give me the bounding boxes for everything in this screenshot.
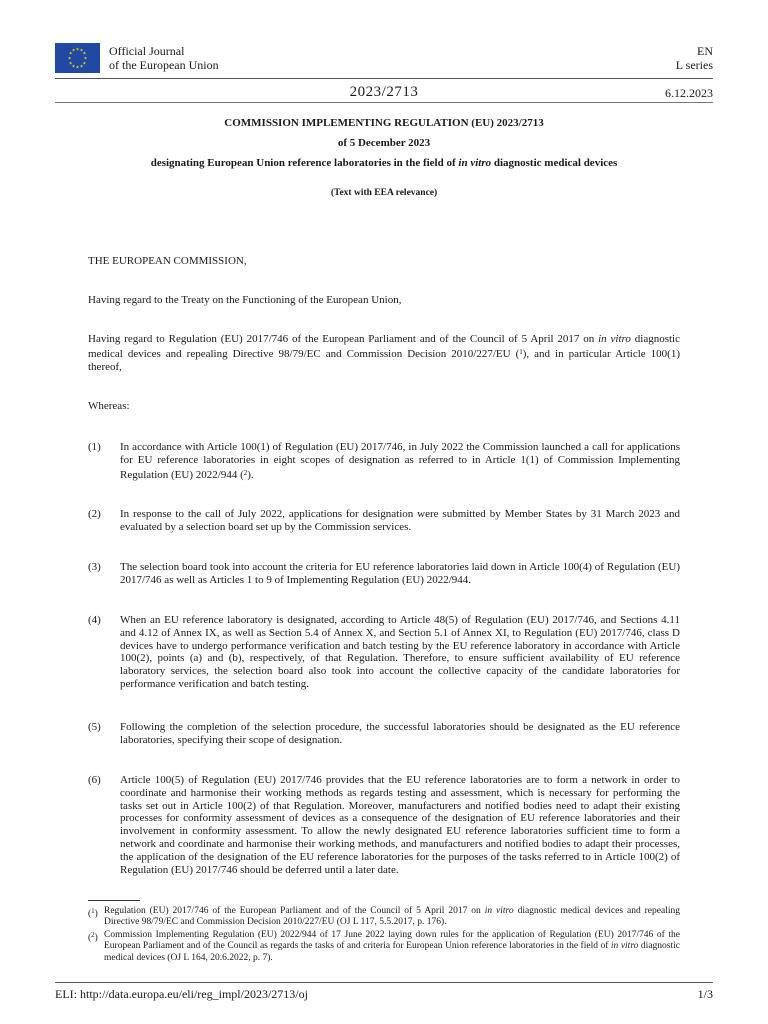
recital-body-end: ).	[247, 468, 254, 481]
svg-text:★: ★	[68, 60, 73, 66]
footnote-number: ($^2$)	[88, 931, 98, 943]
header-divider	[55, 78, 713, 79]
citation-text-end: ), and in particular Article 100(1) thereof,	[88, 348, 680, 373]
footnote-marker: 2	[91, 931, 95, 939]
svg-text:★: ★	[75, 46, 80, 52]
subject-text-end: diagnostic medical devices	[491, 157, 618, 169]
regulation-citation	[88, 333, 680, 374]
regulation-title: COMMISSION IMPLEMENTING REGULATION (EU) 2023/2713	[224, 117, 544, 129]
recital-5	[88, 721, 680, 747]
recital-body: In accordance with Article 100(1) of Regulation (EU) 2017/746, in July 2022 the Commission launched a call for applications for EU reference laboratories in eight scopes of designation as referred to in Article 1(1) of Commission Implementing Regulation (EU) 2022/944 (	[120, 441, 680, 481]
svg-text:★: ★	[68, 50, 73, 56]
recital-number: (6)	[88, 774, 101, 786]
recital-3	[88, 561, 680, 587]
whereas-heading: Whereas:	[88, 400, 130, 412]
footnote-body: Regulation (EU) 2017/746 of the European Parliament and of the Council of 5 April 2017 on	[104, 906, 485, 916]
subject-text: designating European Union reference laboratories in the field of	[150, 157, 459, 169]
recital-text: Article 100(5) of Regulation (EU) 2017/746 provides that the EU reference laboratories are to form a network in order to coordinate and harmonise their working methods as regards testing and assessment, which is necessary for performing the tasks set out in Article 100(2) of that Regulation. Moreover, manufacturers and notified bodies need to adapt their existing processes for conformity assessment of devices as a consequence of the designation of EU reference laboratories and their involvement in conformity assessment. To allow the newly designated EU reference laboratories sufficient time to form a network and coordinate and harmonise their working methods, and manufacturers and notified bodies to adapt their processes, the application of the designation of the EU reference laboratories for the purposes of the tasks referred to in Article 100(2) of Regulation (EU) 2017/746 should be deferred until a later date.	[120, 774, 680, 876]
svg-text:★: ★	[71, 63, 76, 69]
journal-title	[109, 44, 219, 72]
recital-text	[120, 441, 680, 481]
footnote-divider	[88, 900, 140, 901]
recital-number: (2)	[88, 508, 101, 520]
footnote-italic: in vitro	[484, 906, 514, 916]
eea-relevance: (Text with EEA relevance)	[330, 188, 438, 198]
svg-text:★: ★	[79, 63, 84, 69]
page-number: 1/3	[697, 987, 713, 1001]
svg-text:★: ★	[79, 47, 84, 53]
recital-text: The selection board took into account the criteria for EU reference laboratories laid down in Article 100(4) of Regulation (EU) 2017/746 as well as Articles 1 to 9 of Implementing Regulation (EU) 2022/944.	[120, 561, 680, 586]
footnote-italic: in vitro	[610, 941, 639, 952]
svg-text:★: ★	[75, 64, 80, 70]
regulation-date: of 5 December 2023	[337, 137, 431, 149]
language-code: EN	[697, 44, 713, 58]
footnote-marker: 1	[91, 907, 95, 915]
citation-text: Having regard to Regulation (EU) 2017/746 of the European Parliament and of the Council of 5 April 2017 on	[88, 333, 599, 345]
recital-number: (1)	[88, 441, 101, 453]
svg-text:★: ★	[82, 50, 87, 56]
citation-italic: in vitro	[598, 333, 631, 345]
recital-number: (5)	[88, 721, 101, 733]
footnote-ref-1[interactable]: 1	[519, 348, 523, 356]
recital-text: In response to the call of July 2022, applications for designation were submitted by Member States by 31 March 2023 and evaluated by a selection board set up by the Commission services.	[120, 508, 680, 533]
eu-flag-icon	[55, 43, 100, 73]
footnote-text	[104, 906, 680, 929]
svg-text:★: ★	[71, 47, 76, 53]
recital-text: When an EU reference laboratory is designated, according to Article 48(5) of Regulation (EU) 2017/746, and Sections 4.11 and 4.12 of Annex IX, as well as Section 5.4 of Annex X, and Section 5.1 of Annex XI, to Regulation (EU) 2017/746, class D devices have to undergo performance verification and batch testing by the EU reference laboratory in accordance with Article 100(2), points (a) and (b), respectively, of that Regulation. Therefore, to ensure sufficient availability of EU reference laboratory services, the selection board also took into account the collective capacity of the candidate laboratories for performance verification and batch testing.	[120, 614, 680, 690]
regulation-number: 2023/2713	[349, 84, 419, 100]
footnote-body-end: diagnostic medical devices and repealing Directive 98/79/EC and Commission Decision 2010/227/EU (OJ L 117, 5.5.2017, p. 176).	[104, 906, 680, 928]
recital-4	[88, 614, 680, 691]
footer-divider	[55, 982, 713, 983]
recital-6	[88, 774, 680, 876]
regulation-subject	[88, 157, 680, 169]
footnote-ref-2[interactable]: 2	[243, 468, 248, 477]
footnote-1	[88, 906, 680, 929]
journal-title-line1: Official Journal	[109, 44, 185, 58]
language-series	[676, 44, 713, 72]
recital-text: Following the completion of the selection procedure, the successful laboratories should be designated as the EU reference laboratories, specifying their scope of designation.	[120, 721, 680, 746]
series-label: L series	[675, 58, 713, 72]
footnote-body-end: diagnostic medical devices (OJ L 164, 20.6.2022, p. 7).	[104, 941, 680, 963]
citation-text-mid: diagnostic medical devices and repealing Directive 98/79/EC and Commission Decision 2010/227/EU (	[88, 333, 680, 360]
commission-heading: THE EUROPEAN COMMISSION,	[88, 255, 247, 267]
subject-italic: in vitro	[458, 157, 492, 169]
publication-date: 6.12.2023	[665, 86, 713, 100]
footnote-text	[104, 930, 680, 964]
header-divider-2	[55, 102, 713, 103]
recital-2	[88, 508, 680, 534]
treaty-citation: Having regard to the Treaty on the Functioning of the European Union,	[88, 294, 402, 306]
footnote-body: Commission Implementing Regulation (EU) 2022/944 of 17 June 2022 laying down rules for the application of Regulation (EU) 2017/746 of the European Parliament and of the Council as regards the tasks of and criteria for European Union reference laboratories in the field of	[104, 930, 680, 952]
recital-number: (3)	[88, 561, 101, 573]
svg-text:★: ★	[67, 55, 72, 61]
journal-title-line2: of the European Union	[109, 58, 219, 72]
eli-link[interactable]: ELI: http://data.europa.eu/eli/reg_impl/2023/2713/oj	[55, 987, 308, 1001]
svg-text:★: ★	[83, 55, 88, 61]
svg-text:★: ★	[82, 60, 87, 66]
footnote-2	[88, 930, 680, 964]
recital-number: (4)	[88, 614, 101, 626]
footnote-number: ($^1$)	[88, 907, 98, 919]
recital-1	[88, 441, 680, 481]
